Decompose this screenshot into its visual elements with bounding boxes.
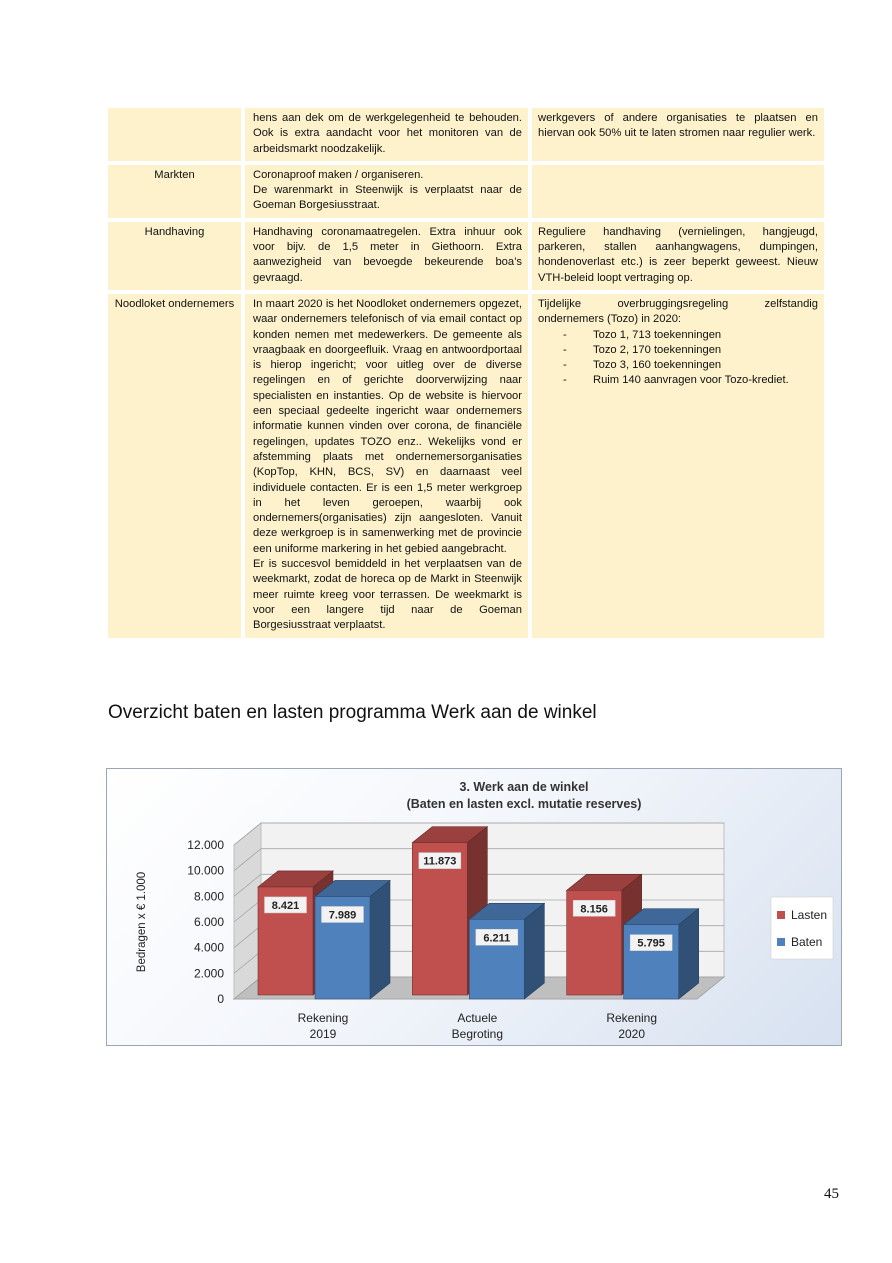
data-label: 7.989 [328,909,357,922]
list-item: - Ruim 140 aanvragen voor Tozo-krediet. [538,373,818,388]
table-row [108,165,828,218]
cell-text: Handhaving coronamaatregelen. Extra inhuur ook voor bijv. de 1,5 meter in Giethoorn. Extra aanwezigheid van bevoegde bekeurende boa’s gevraagd. [253,225,522,284]
baten-bar-side [370,880,390,999]
y-tick-label: 6.000 [193,915,224,929]
row-activities [245,222,528,290]
legend-swatch [777,938,785,946]
cell-text: De warenmarkt in Steenwijk is verplaatst naar de Goeman Borgesiusstraat. [253,184,522,212]
row-label: Noodloket ondernemers [108,294,241,638]
baten-bar-side [524,903,544,999]
x-tick-label: 2020 [618,1027,646,1041]
table-row [108,222,828,290]
table-row [108,108,828,161]
data-label: 6.211 [483,932,511,945]
cell-text: werkgevers of andere organisaties te plaatsen en hiervan ook 50% uit te laten stromen naar regulier werk. [538,112,818,140]
y-tick-label: 2.000 [193,966,224,981]
chart-frame [106,768,842,1046]
y-tick-label: 0 [217,992,224,1006]
row-activities [245,165,528,218]
x-tick-label: 2019 [309,1027,337,1041]
row-activities [245,108,528,161]
cell-text: Er is succesvol bemiddeld in het verplaatsen van de weekmarkt, zodat de horeca op de Markt in Steenwijk meer ruimte kreeg voor terrassen. De weekmarkt is voor een langere tijd naar de Goeman Borgesiusstraat verplaatst. [253,558,522,632]
cell-text: hens aan dek om de werkgelegenheid te behouden. Ook is extra aandacht voor het monitoren van de arbeidsmarkt noodzakelijk. [253,112,522,155]
chart-subtitle: (Baten en lasten excl. mutatie reserves) [406,797,642,811]
cell-text: In maart 2020 is het Noodloket ondernemers opgezet, waar ondernemers telefonisch of via email contact op konden nemen met medewerkers. De gemeente als vraagbaak en doorgeefluik. Vraag en antwoordportaal is hierop ingericht; voor uitleg over de diverse regelingen en of gerichte doorverwijzing naar specialisten en instanties. Op de website is hiervoor een speciaal gedeelte ingericht waar ondernemers informatie kunnen vinden over corona, de financiële regelingen, updates TOZO enz.. Wekelijks vond er afstemming plaats met ondernemersorganisaties (KopTop, KHN, BCS, SV) en daarnaast veel individuele contacten. Er is een 1,5 meter werkgroep in het leven geroepen, waarbij ook ondernemers(organisaties) zijn aangesloten. Vanuit deze werkgroep is in samenwerking met de provincie een uniforme markering in het gebied aangebracht. [253,297,522,555]
x-tick-label: Rekening [606,1011,658,1025]
x-tick-label: Actuele [457,1011,498,1025]
legend-swatch [777,911,785,919]
y-tick-label: 4.000 [193,940,224,955]
row-label: Handhaving [108,222,241,290]
section-title: Overzicht baten en lasten programma Werk aan de winkel [108,702,597,723]
page-number: 45 [824,1186,839,1202]
programma-table [108,108,828,642]
y-tick-label: 10.000 [187,863,224,878]
list-item: - Tozo 2, 170 toekenningen [538,343,818,358]
row-results [532,222,824,290]
bar-chart [107,769,841,1045]
cell-text: Coronaproof maken / organiseren. [253,168,424,181]
chart-title: 3. Werk aan de winkel [459,780,589,794]
table-row [108,294,828,638]
y-tick-label: 12.000 [187,838,224,852]
legend-label: Lasten [791,908,828,922]
tozo-list [538,328,818,389]
x-tick-label: Begroting [451,1027,504,1041]
cell-text: Reguliere handhaving (vernielingen, hangjeugd, parkeren, stallen aanhangwagens, dumpingen, hondenoverlast etc.) is zeer beperkt geweest. Nieuw VTH-beleid loopt vertraging op. [538,225,818,284]
row-label [108,108,241,161]
data-label: 8.156 [580,903,608,916]
data-label: 5.795 [637,937,665,950]
legend-label: Baten [791,935,823,949]
data-label: 8.421 [271,899,300,912]
row-activities [245,294,528,638]
cell-text: Tijdelijke overbruggingsregeling zelfstandig ondernemers (Tozo) in 2020: [538,297,818,326]
y-axis-label: Bedragen x € 1.000 [136,871,148,973]
row-results [532,294,824,638]
list-item: - Tozo 1, 713 toekenningen [538,328,818,343]
row-label: Markten [108,165,241,218]
row-results [532,108,824,161]
y-tick-label: 8.000 [193,889,224,904]
list-item: - Tozo 3, 160 toekenningen [538,358,818,373]
legend [771,897,833,959]
x-tick-label: Rekening [297,1011,349,1025]
data-label: 11.873 [423,855,457,868]
row-results [532,165,824,218]
